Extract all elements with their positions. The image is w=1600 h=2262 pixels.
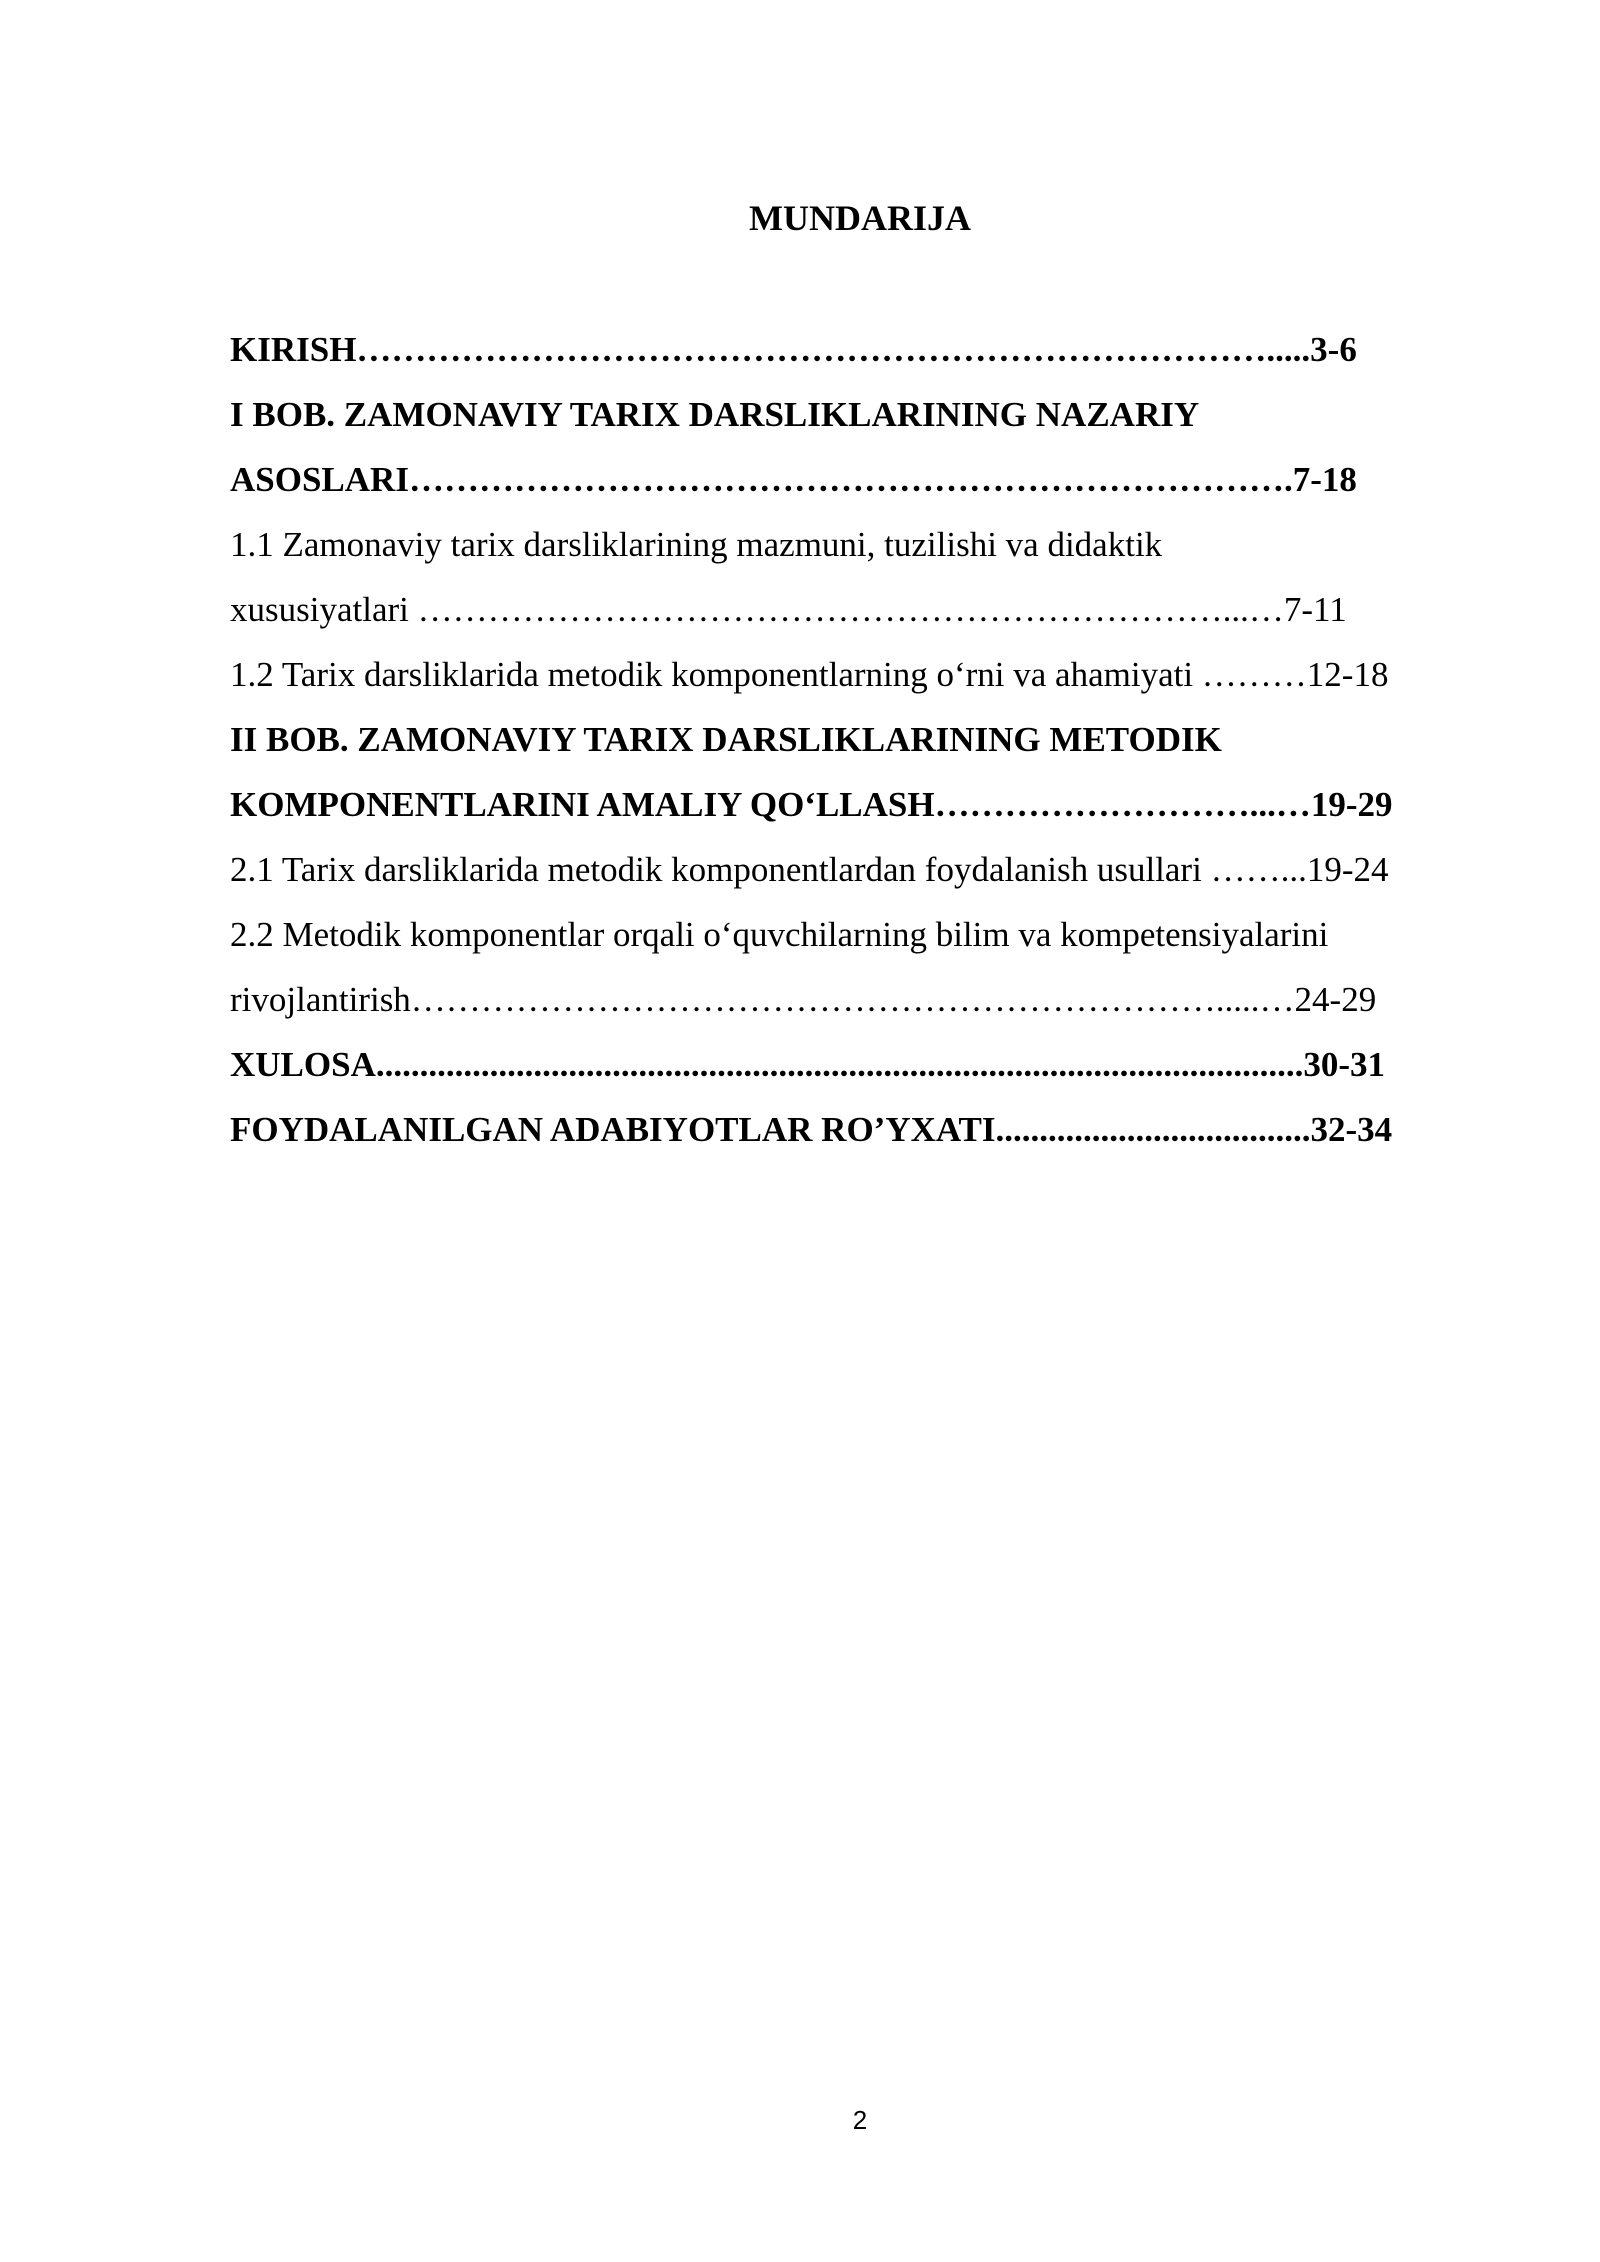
toc-entry-chapter-1-continued: ASOSLARI………………………………………………………………….7-18 — [230, 460, 1357, 499]
toc-entry-section-1-2: 1.2 Tarix darsliklarida metodik komponentlarning oʻrni va ahamiyati ………12-18 — [230, 655, 1389, 694]
toc-entry-kirish: KIRISH…………………………………………………………………….....3-6 — [230, 330, 1357, 369]
toc-entry-section-2-2-continued: rivojlantirish…………………………………………………………….....…24-29 — [230, 980, 1377, 1019]
toc-entry-references: FOYDALANILGAN ADABIYOTLAR RO’YXATI....................................32-34 — [230, 1110, 1393, 1149]
toc-entry-section-1-1: 1.1 Zamonaviy tarix darsliklarining mazmuni, tuzilishi va didaktik — [230, 525, 1163, 564]
toc-entry-section-2-1: 2.1 Tarix darsliklarida metodik komponentlardan foydalanish usullari ……...19-24 — [230, 850, 1389, 889]
toc-entry-chapter-2-continued: KOMPONENTLARINI AMALIY QOʻLLASH………………………...…19-29 — [230, 785, 1393, 824]
toc-entry-section-1-1-continued: xususiyatlari ……………………………………………………………...…7-11 — [230, 590, 1347, 629]
table-of-contents — [230, 325, 1490, 1170]
page-title: MUNDARIJA — [749, 198, 971, 238]
page-number: 2 — [852, 2105, 868, 2135]
toc-entry-chapter-2-title: II BOB. ZAMONAVIY TARIX DARSLIKLARINING METODIK — [230, 720, 1222, 759]
toc-entry-chapter-1-title: I BOB. ZAMONAVIY TARIX DARSLIKLARINING NAZARIY — [230, 395, 1200, 434]
toc-entry-section-2-2: 2.2 Metodik komponentlar orqali oʻquvchilarning bilim va kompetensiyalarini — [230, 915, 1329, 954]
toc-entry-xulosa: XULOSA..........................................................................................................30-31 — [230, 1045, 1386, 1084]
